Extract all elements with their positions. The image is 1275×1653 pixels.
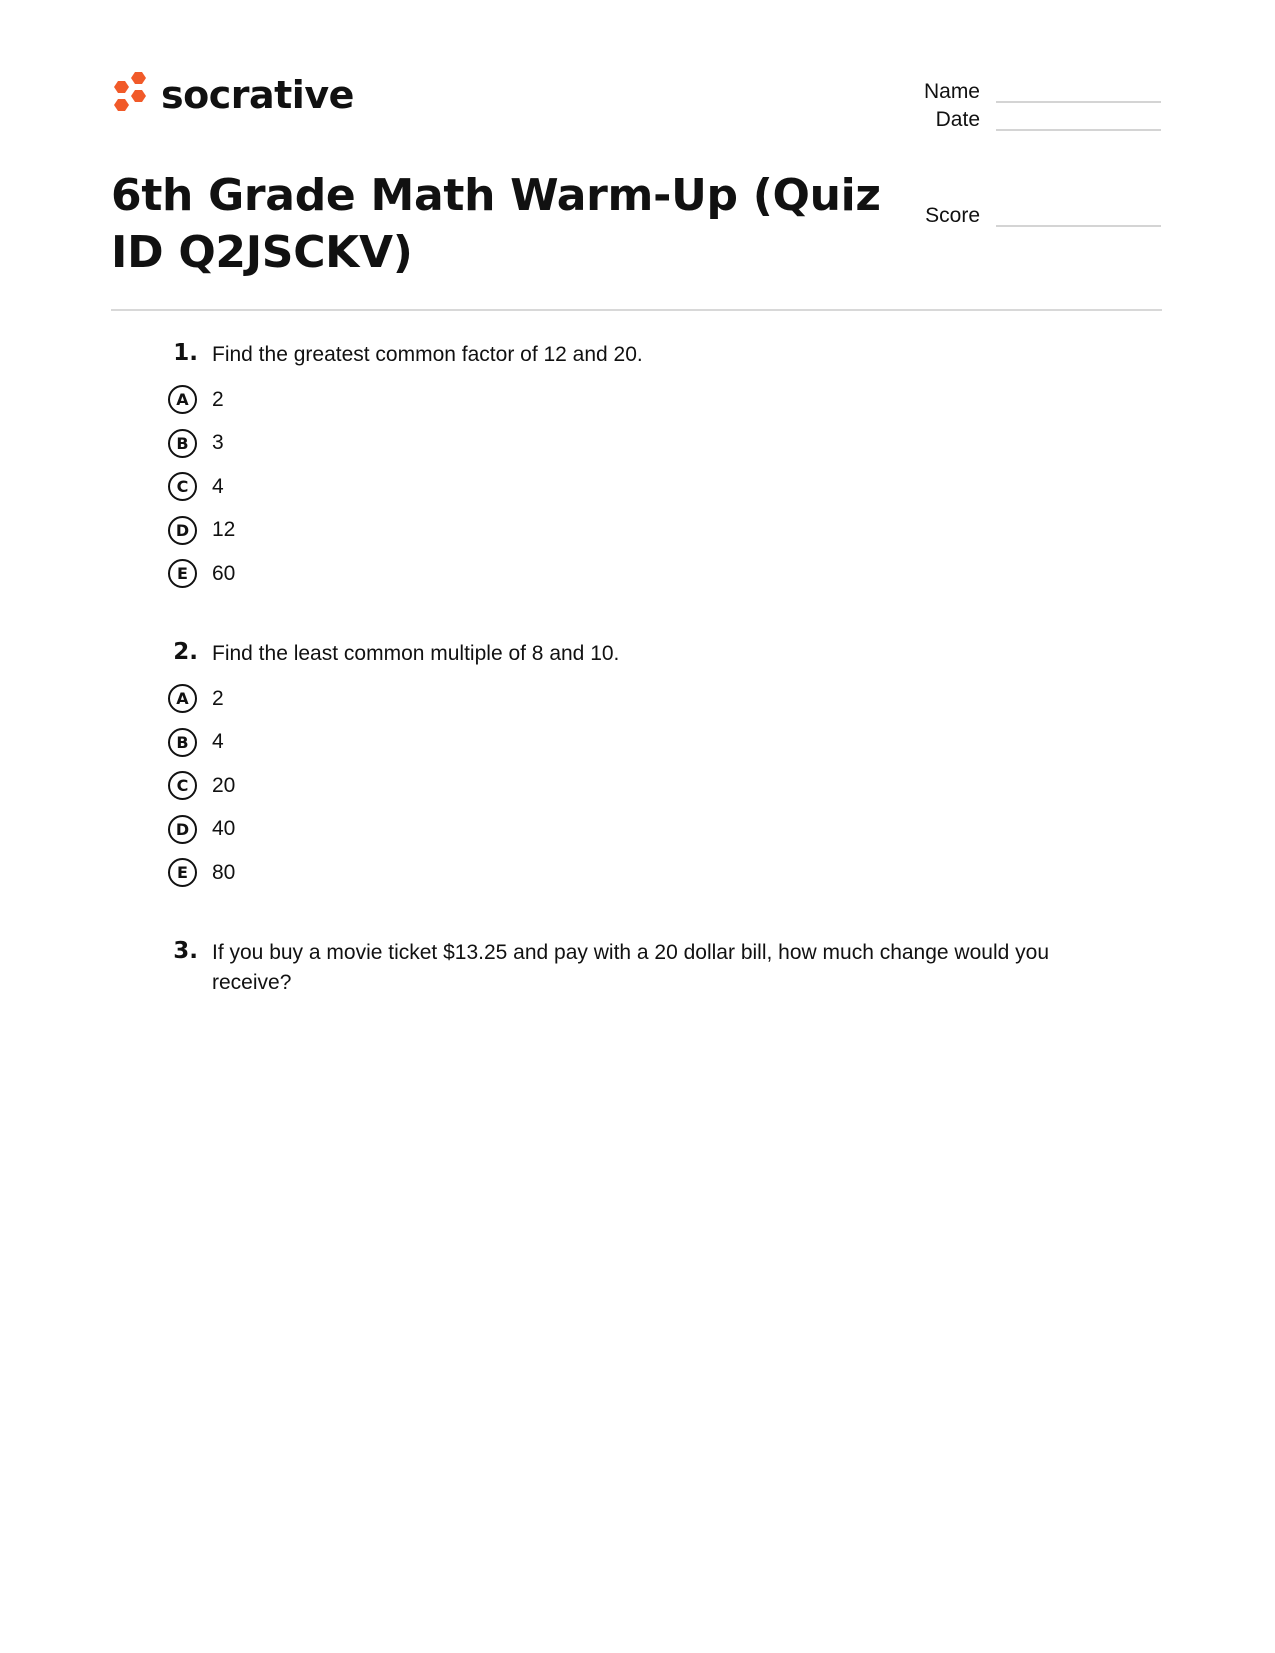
header-divider [111,309,1162,311]
date-label: Date [935,108,980,131]
choice-c[interactable] [160,764,1110,808]
score-field[interactable] [900,200,1160,226]
quiz-title: 6th Grade Math Warm-Up (Quiz ID Q2JSCKV) [111,170,881,278]
answer-bubble[interactable]: E [168,858,197,887]
choice-a[interactable] [160,378,1110,422]
answer-bubble[interactable]: D [168,516,197,545]
choice-list [160,677,1110,895]
choice-list [160,378,1110,596]
name-label: Name [923,80,980,103]
score-label: Score [925,204,980,227]
choice-text: 60 [212,561,236,585]
question-text: Find the greatest common factor of 12 and 20. [212,343,643,366]
answer-bubble[interactable]: A [168,684,197,713]
choice-text: 3 [212,431,224,455]
question-1 [160,338,1110,596]
question-text: If you buy a movie ticket $13.25 and pay with a 20 dollar bill, how much change would you receive? [212,941,1049,994]
choice-text: 80 [212,860,236,884]
choice-a[interactable] [160,677,1110,721]
choice-text: 40 [212,817,236,841]
choice-d[interactable] [160,509,1110,553]
date-field[interactable] [900,104,1160,130]
question-number: 1. [173,340,198,366]
choice-text: 4 [212,474,224,498]
answer-bubble[interactable]: A [168,385,197,414]
choice-text: 4 [212,730,224,754]
choice-b[interactable] [160,422,1110,466]
choice-e[interactable] [160,851,1110,895]
question-number: 3. [173,938,198,964]
hexagon-cluster-icon [111,72,149,122]
answer-bubble[interactable]: C [168,472,197,501]
question-3 [160,936,1110,998]
question-text: Find the least common multiple of 8 and 10. [212,642,620,665]
choice-text: 2 [212,686,224,710]
answer-bubble[interactable]: B [168,728,197,757]
socrative-logo [111,72,354,122]
answer-bubble[interactable]: B [168,429,197,458]
name-field[interactable] [900,76,1160,102]
choice-c[interactable] [160,465,1110,509]
question-2 [160,637,1110,895]
choice-text: 2 [212,387,224,411]
answer-bubble[interactable]: E [168,559,197,588]
date-line[interactable] [996,129,1161,131]
choice-d[interactable] [160,808,1110,852]
choice-text: 12 [212,518,236,542]
answer-bubble[interactable]: C [168,771,197,800]
choice-text: 20 [212,773,236,797]
choice-e[interactable] [160,552,1110,596]
score-line[interactable] [996,225,1161,227]
brand-name: socrative [161,73,354,117]
answer-bubble[interactable]: D [168,815,197,844]
name-line[interactable] [996,101,1161,103]
question-number: 2. [173,639,198,665]
choice-b[interactable] [160,721,1110,765]
